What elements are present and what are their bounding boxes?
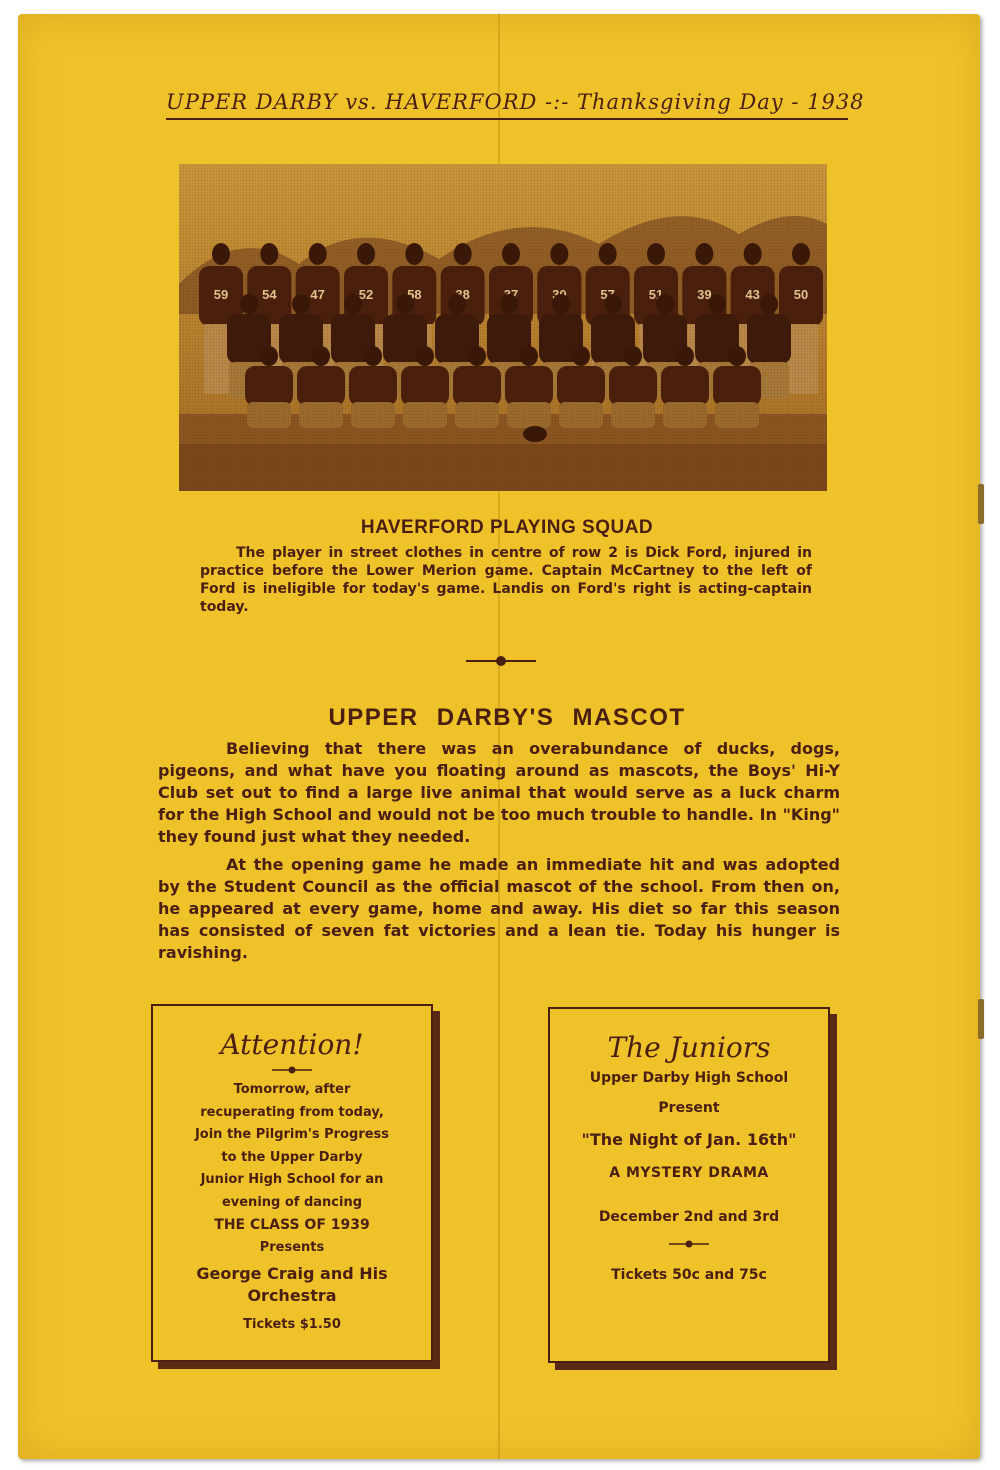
ornament-divider xyxy=(466,654,536,668)
attention-line: evening of dancing xyxy=(221,1194,363,1210)
ornament-divider-small xyxy=(669,1239,709,1249)
play-title: "The Night of Jan. 16th" xyxy=(581,1130,797,1149)
program-page xyxy=(18,14,980,1459)
ornament-divider-small xyxy=(272,1065,312,1075)
juniors-tickets: Tickets 50c and 75c xyxy=(611,1267,767,1283)
play-genre: A MYSTERY DRAMA xyxy=(609,1165,769,1181)
attention-tickets: Tickets $1.50 xyxy=(243,1317,341,1332)
band-name: George Craig and His Orchestra xyxy=(196,1264,388,1305)
attention-line: Tomorrow, after xyxy=(233,1082,351,1097)
juniors-present: Present xyxy=(658,1100,720,1116)
mascot-paragraph-2: At the opening game he made an immediate hit and was adopted by the Student Council as the official mascot of the school. From then on, he appeared at every game, home and away. His diet so far this season has consisted of seven fat victories and a lean tie. Today his hunger is ravishing. xyxy=(158,855,840,962)
attention-line: THE CLASS OF 1939 xyxy=(214,1217,370,1233)
mascot-article xyxy=(158,738,840,970)
attention-box xyxy=(151,1004,433,1362)
juniors-school: Upper Darby High School xyxy=(589,1070,789,1086)
mascot-title: UPPER DARBY'S MASCOT xyxy=(328,704,686,731)
attention-line: Presents xyxy=(259,1239,325,1255)
page-header: UPPER DARBY vs. HAVERFORD -:- Thanksgiving Day - 1938 xyxy=(166,90,848,120)
juniors-heading: The Juniors xyxy=(607,1031,771,1064)
attention-line: recuperating from today, xyxy=(200,1104,384,1120)
team-photo xyxy=(179,164,827,491)
staple-bottom xyxy=(978,999,984,1039)
team-photo-image xyxy=(179,164,827,491)
juniors-box xyxy=(548,1007,830,1363)
attention-line: Join the Pilgrim's Progress xyxy=(194,1127,390,1142)
play-dates: December 2nd and 3rd xyxy=(598,1209,780,1225)
squad-caption: The player in street clothes in centre of row 2 is Dick Ford, injured in practice before the Lower Merion game. Captain McCartney to the left of Ford is ineligible for today's game. Landis on Ford's right is acting-captain today. xyxy=(200,545,812,615)
attention-line: Junior High School for an xyxy=(200,1172,384,1187)
mascot-paragraph-1: Believing that there was an overabundance of ducks, dogs, pigeons, and what have you floating around as mascots, the Boys' Hi-Y Club set out to find a large live animal that would serve as a luck charm for the High School and would not be too much trouble to handle. In "King" they found just what they needed. xyxy=(158,739,840,846)
attention-heading: Attention! xyxy=(220,1028,364,1061)
staple-top xyxy=(978,484,984,524)
attention-line: to the Upper Darby xyxy=(221,1149,363,1165)
squad-title: HAVERFORD PLAYING SQUAD xyxy=(360,517,654,538)
